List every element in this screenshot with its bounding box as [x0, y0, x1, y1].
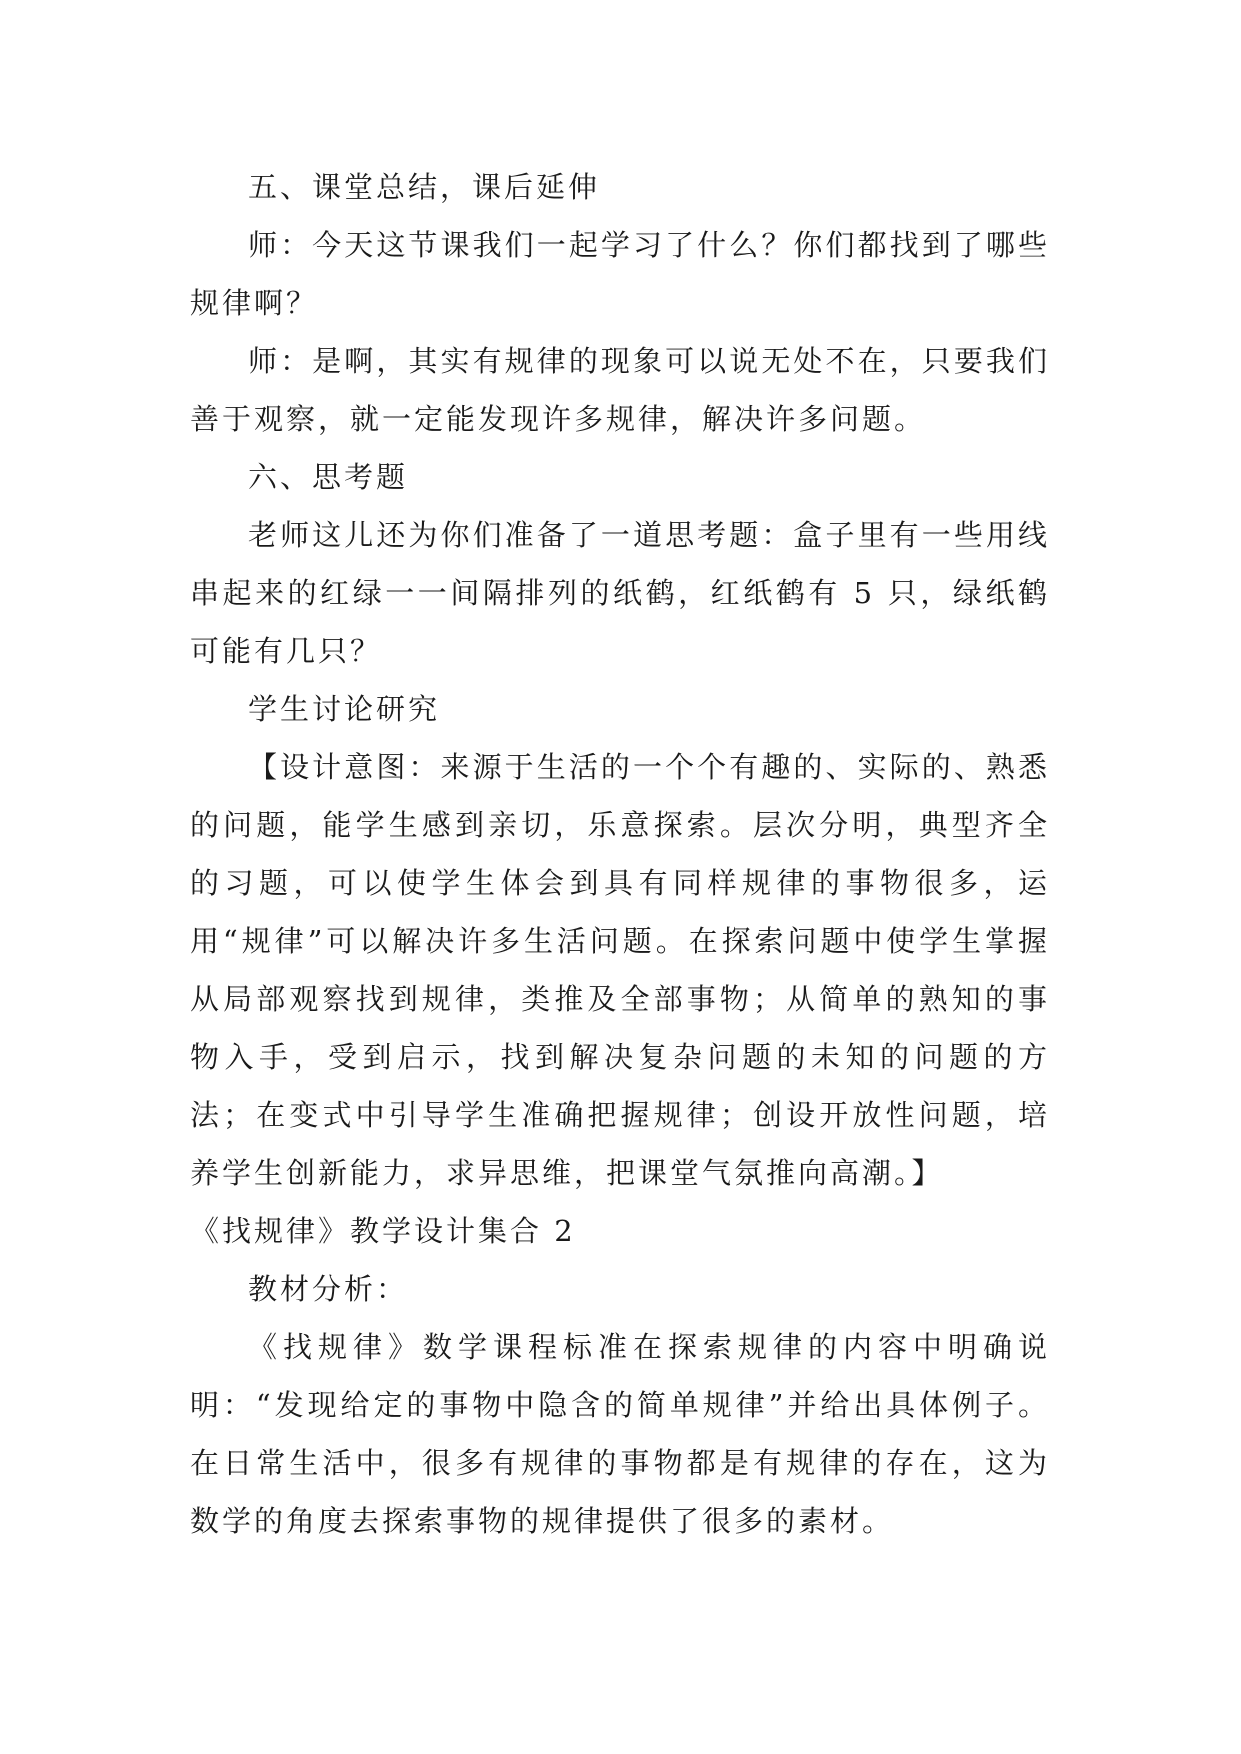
paragraph-teacher-question: 师：今天这节课我们一起学习了什么？你们都找到了哪些规律啊？ [190, 228, 1050, 320]
paragraph-thinking-question: 老师这儿还为你们准备了一道思考题：盒子里有一些用线串起来的红绿一一间隔排列的纸鹤，红纸鹤有 5 只，绿纸鹤可能有几只？ [190, 518, 1050, 668]
paragraph-teacher-conclusion: 师：是啊，其实有规律的现象可以说无处不在，只要我们善于观察，就一定能发现许多规律，解决许多问题。 [190, 344, 1050, 436]
paragraph-student-discussion: 学生讨论研究 [248, 692, 441, 726]
section-heading-thinking-question: 六、思考题 [248, 460, 409, 494]
document-body [190, 158, 1050, 1550]
paragraph-textbook-analysis: 《找规律》数学课程标准在探索规律的内容中明确说明：“发现给定的事物中隐含的简单规律”并给出具体例子。在日常生活中，很多有规律的事物都是有规律的存在，这为数学的角度去探索事物的规律提供了很多的素材。 [190, 1330, 1050, 1538]
section-heading-summary: 五、课堂总结，课后延伸 [248, 170, 601, 204]
section-heading-textbook-analysis: 教材分析： [248, 1272, 409, 1306]
document-title-collection-2: 《找规律》教学设计集合 2 [190, 1214, 576, 1248]
paragraph-design-intent: 【设计意图：来源于生活的一个个有趣的、实际的、熟悉的问题，能学生感到亲切，乐意探索。层次分明，典型齐全的习题，可以使学生体会到具有同样规律的事物很多，运用“规律”可以解决许多生活问题。在探索问题中使学生掌握从局部观察找到规律，类推及全部事物；从简单的熟知的事物入手，受到启示，找到解决复杂问题的未知的问题的方法；在变式中引导学生准确把握规律；创设开放性问题，培养学生创新能力，求异思维，把课堂气氛推向高潮。】 [190, 750, 1050, 1190]
